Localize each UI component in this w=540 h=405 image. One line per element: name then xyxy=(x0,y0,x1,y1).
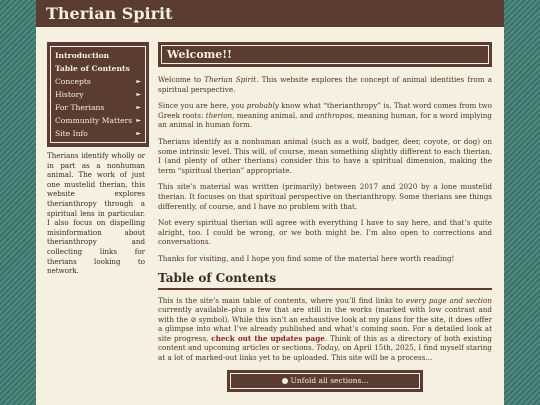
nav-item-label: Introduction xyxy=(55,51,110,60)
toc-divider xyxy=(158,288,492,290)
nav-item-label: Concepts xyxy=(55,77,91,86)
bullet-icon xyxy=(282,378,288,384)
nav-item-table-of-contents[interactable] xyxy=(55,62,141,75)
welcome-heading: Welcome!! xyxy=(161,45,489,64)
site-header xyxy=(36,0,504,27)
main-content xyxy=(158,42,492,392)
nav-item-label: Community Matters xyxy=(55,116,133,125)
nav-item-label: Site Info xyxy=(55,129,88,138)
page xyxy=(36,0,504,405)
welcome-paragraph-4: This site’s material was written (primarily) between 2017 and 2020 by a lone mustelid therian. It focuses on that spiritual perspective on therianthropy. Some therians see things differently, of course, and I have no problem with that. xyxy=(158,182,492,211)
updates-page-link[interactable]: check out the updates page xyxy=(211,333,325,343)
sidebar-nav xyxy=(47,42,149,147)
nav-item-concepts[interactable] xyxy=(55,75,141,88)
nav-item-label: History xyxy=(55,90,84,99)
nav-item-site-info[interactable] xyxy=(55,127,141,140)
welcome-heading-box xyxy=(158,42,492,67)
arrow-right-icon: ► xyxy=(136,117,141,124)
arrow-right-icon: ► xyxy=(136,130,141,137)
arrow-right-icon: ► xyxy=(136,78,141,85)
site-title[interactable]: Therian Spirit xyxy=(46,4,173,23)
unfold-sections-button[interactable] xyxy=(227,370,423,392)
nav-item-community-matters[interactable] xyxy=(55,114,141,127)
welcome-paragraph-6: Thanks for visiting, and I hope you find some of the material here worth reading! xyxy=(158,253,455,263)
unfold-sections-label: Unfold all sections... xyxy=(290,375,369,385)
nav-item-for-therians[interactable] xyxy=(55,101,141,114)
welcome-paragraph-5: Not every spiritual therian will agree with everything I have to say here, and that’s quite alright, too. I could be wrong, or we both might be. I’m also open to corrections and conversations. xyxy=(158,218,492,247)
arrow-right-icon: ► xyxy=(136,104,141,111)
unfold-sections-frame xyxy=(230,373,420,389)
sidebar-description: Therians identify wholly or in part as a nonhuman animal. The work of just one mustelid therian, this website explores therianthropy through a spiritual lens in particular. I also focus on dispelling misinformation about therianthropy and collecting links for therians looking to network. xyxy=(47,151,145,276)
arrow-right-icon: ► xyxy=(136,91,141,98)
toc-heading: Table of Contents xyxy=(158,270,277,285)
welcome-paragraph-1: Welcome to Therian Spirit. This website explores the concept of animal identities from a spiritual perspective. xyxy=(158,75,492,94)
toc-paragraph: This is the site’s main table of contents, where you’ll find links to every page and section currently available–plus a few that are still in the works (marked with low contrast and with the ⊘ symbol). While this isn’t an exhaustive look at my plans for the site, it does offer a glimpse into what I’ve already published and what’s coming soon. For a detailed look at site progress, check out the updates page. Think of this as a directory of both existing content and upcoming articles or sections. Today, on April 15th, 2025, I find myself staring at a lot of marked-out links yet to be uploaded. This site will be a process... xyxy=(158,295,493,363)
nav-item-history[interactable] xyxy=(55,88,141,101)
nav-item-label: For Therians xyxy=(55,103,105,112)
welcome-paragraph-3: Therians identify as a nonhuman animal (such as a wolf, badger, deer, coyote, or dog) on some intrinsic level. This will, of course, mean something slightly different to each therian. I (and plenty of other therians) consider this to have a spiritual dimension, making the term “spiritual therian” appropriate. xyxy=(158,136,492,175)
nav-item-introduction[interactable] xyxy=(55,49,141,62)
nav-item-label: Table of Contents xyxy=(55,64,130,73)
sidebar-nav-frame xyxy=(50,46,146,143)
welcome-paragraph-2: Since you are here, you probably know what “therianthropy” is. That word comes from two Greek roots: therion, meaning animal, and anthropos, meaning human, for a word implying an animal in human form. xyxy=(158,101,493,130)
